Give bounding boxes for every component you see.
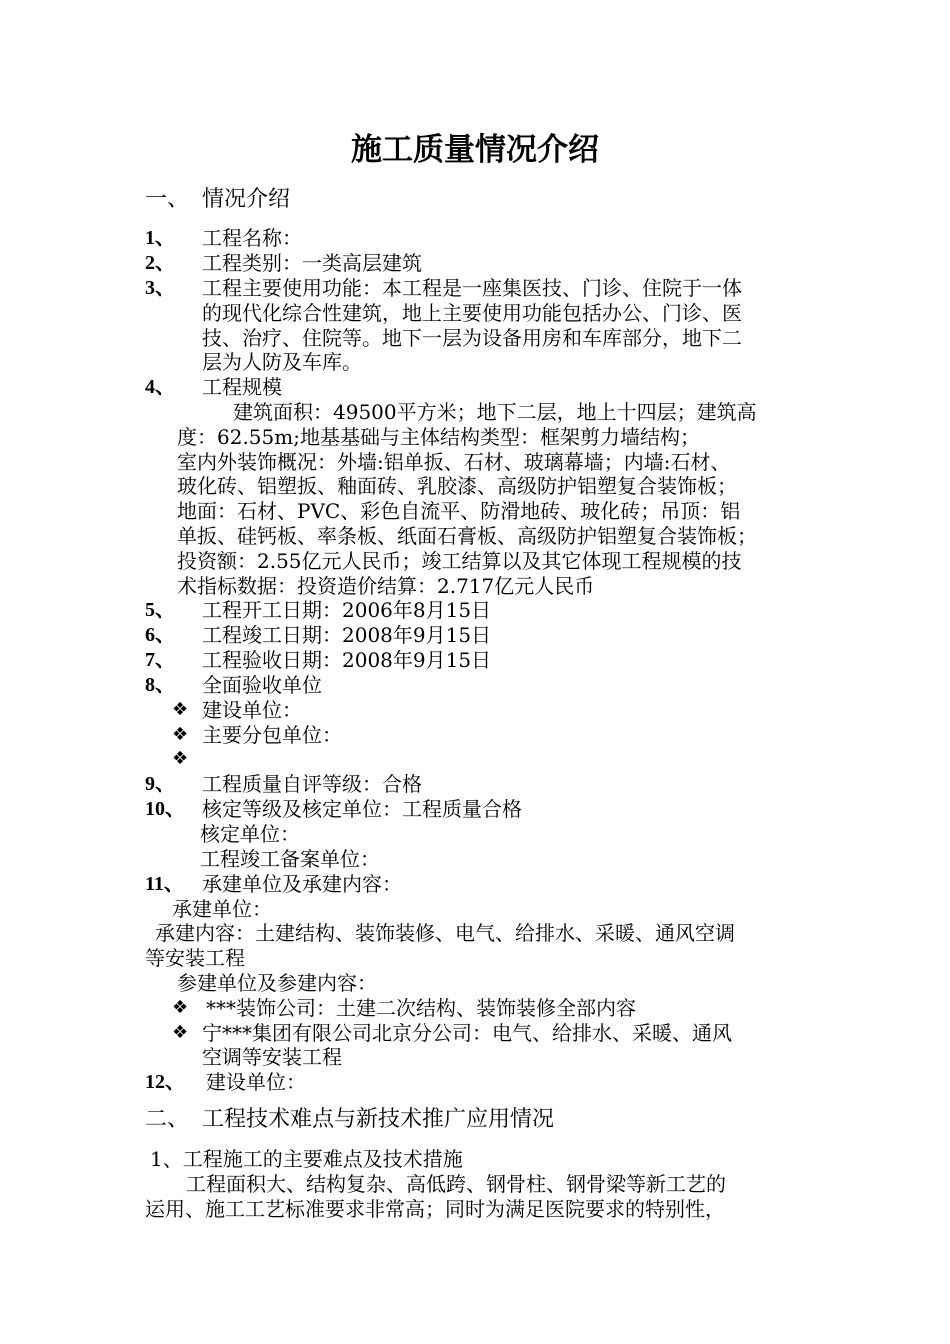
item-7-text: 工程验收日期：2008年9月15日 bbox=[202, 648, 492, 672]
item-11-number: 11、 bbox=[145, 873, 184, 895]
item-11-content-line-1: 承建内容：土建结构、装饰装修、电气、给排水、采暖、通风空调 bbox=[155, 921, 735, 945]
page-title: 施工质量情况介绍 bbox=[351, 132, 599, 168]
item-2-number: 2、 bbox=[145, 252, 175, 274]
scale-line-6: 单扳、硅钙板、率条板、纸面石膏板、高级防护铝塑复合装饰板； bbox=[177, 524, 757, 548]
section-1-heading: 情况介绍 bbox=[202, 187, 291, 212]
diamond-bullet-icon: ❖ bbox=[172, 997, 189, 1018]
item-6-text: 工程竣工日期：2008年9月15日 bbox=[202, 623, 492, 647]
paragraph-2-1-line-1: 工程面积大、结构复杂、高低跨、钢骨柱、钢骨梁等新工艺的 bbox=[186, 1172, 726, 1196]
diamond-bullet-icon: ❖ bbox=[172, 699, 189, 720]
item-10-sub-2: 工程竣工备案单位： bbox=[200, 847, 380, 871]
item-3-line-2: 的现代化综合性建筑，地上主要使用功能包括办公、门诊、医 bbox=[202, 301, 742, 325]
scale-line-8: 术指标数据：投资造价结算：2.717亿元人民币 bbox=[177, 574, 595, 598]
item-2-text: 工程类别：一类高层建筑 bbox=[202, 251, 422, 275]
item-5-number: 5、 bbox=[145, 599, 175, 621]
item-8-number: 8、 bbox=[145, 674, 175, 696]
item-8-sub-2: 主要分包单位： bbox=[202, 723, 342, 747]
item-3-line-3: 技、治疗、住院等。地下一层为设备用房和车库部分，地下二 bbox=[202, 326, 742, 350]
item-9-text: 工程质量自评等级：合格 bbox=[202, 772, 422, 796]
item-10-text: 核定等级及核定单位：工程质量合格 bbox=[202, 797, 522, 821]
item-7-number: 7、 bbox=[145, 649, 175, 671]
item-11-participants: 参建单位及参建内容： bbox=[177, 971, 377, 995]
item-1-text: 工程名称： bbox=[202, 226, 302, 250]
scale-line-1: 建筑面积：49500平方米；地下二层，地上十四层；建筑高 bbox=[233, 400, 757, 424]
section-1-number: 一、 bbox=[145, 187, 190, 212]
item-4-text: 工程规模 bbox=[202, 375, 282, 399]
section-2-heading: 工程技术难点与新技术推广应用情况 bbox=[202, 1107, 555, 1132]
scale-line-4: 玻化砖、铝塑扳、釉面砖、乳胶漆、高级防护铝塑复合装饰板； bbox=[177, 474, 737, 498]
item-1-number: 1、 bbox=[145, 227, 175, 249]
item-3-line-4: 层为人防及车库。 bbox=[202, 350, 362, 374]
diamond-bullet-icon: ❖ bbox=[172, 748, 189, 769]
item-11-text: 承建单位及承建内容： bbox=[202, 872, 402, 896]
item-11-participant-1: ***装饰公司：土建二次结构、装饰装修全部内容 bbox=[206, 996, 636, 1020]
item-3-line-1: 工程主要使用功能：本工程是一座集医技、门诊、住院于一体 bbox=[202, 276, 742, 300]
item-12-number: 12、 bbox=[145, 1071, 185, 1093]
item-6-number: 6、 bbox=[145, 624, 175, 646]
item-11-participant-2-line-1: 宁***集团有限公司北京分公司：电气、给排水、采暖、通风 bbox=[202, 1021, 732, 1045]
diamond-bullet-icon: ❖ bbox=[172, 724, 189, 745]
item-3-number: 3、 bbox=[145, 277, 175, 299]
diamond-bullet-icon: ❖ bbox=[172, 1022, 189, 1043]
item-11-contractor: 承建单位： bbox=[172, 897, 272, 921]
scale-line-3: 室内外装饰概况：外墙:铝单扳、石材、玻璃幕墙；内墙:石材、 bbox=[177, 450, 731, 474]
subsection-2-1-heading: 1、工程施工的主要难点及技术措施 bbox=[150, 1147, 463, 1171]
item-9-number: 9、 bbox=[145, 773, 175, 795]
item-10-number: 10、 bbox=[145, 798, 185, 820]
paragraph-2-1-line-2: 运用、施工工艺标准要求非常高；同时为满足医院要求的特别性， bbox=[145, 1197, 725, 1221]
scale-line-2: 度：62.55m;地基基础与主体结构类型：框架剪力墙结构； bbox=[177, 425, 700, 449]
scale-line-7: 投资额：2.55亿元人民币；竣工结算以及其它体现工程规模的技 bbox=[177, 549, 742, 573]
section-2-number: 二、 bbox=[145, 1107, 190, 1132]
item-11-content-line-2: 等安装工程 bbox=[145, 946, 245, 970]
item-11-participant-2-line-2: 空调等安装工程 bbox=[202, 1045, 342, 1069]
item-8-text: 全面验收单位 bbox=[202, 673, 322, 697]
item-5-text: 工程开工日期：2006年8月15日 bbox=[202, 598, 492, 622]
item-4-number: 4、 bbox=[145, 376, 175, 398]
item-12-text: 建设单位： bbox=[206, 1070, 306, 1094]
item-8-sub-1: 建设单位： bbox=[202, 698, 302, 722]
item-10-sub-1: 核定单位： bbox=[200, 822, 300, 846]
scale-line-5: 地面：石材、PVC、彩色自流平、防滑地砖、玻化砖；吊顶：铝 bbox=[177, 499, 741, 523]
